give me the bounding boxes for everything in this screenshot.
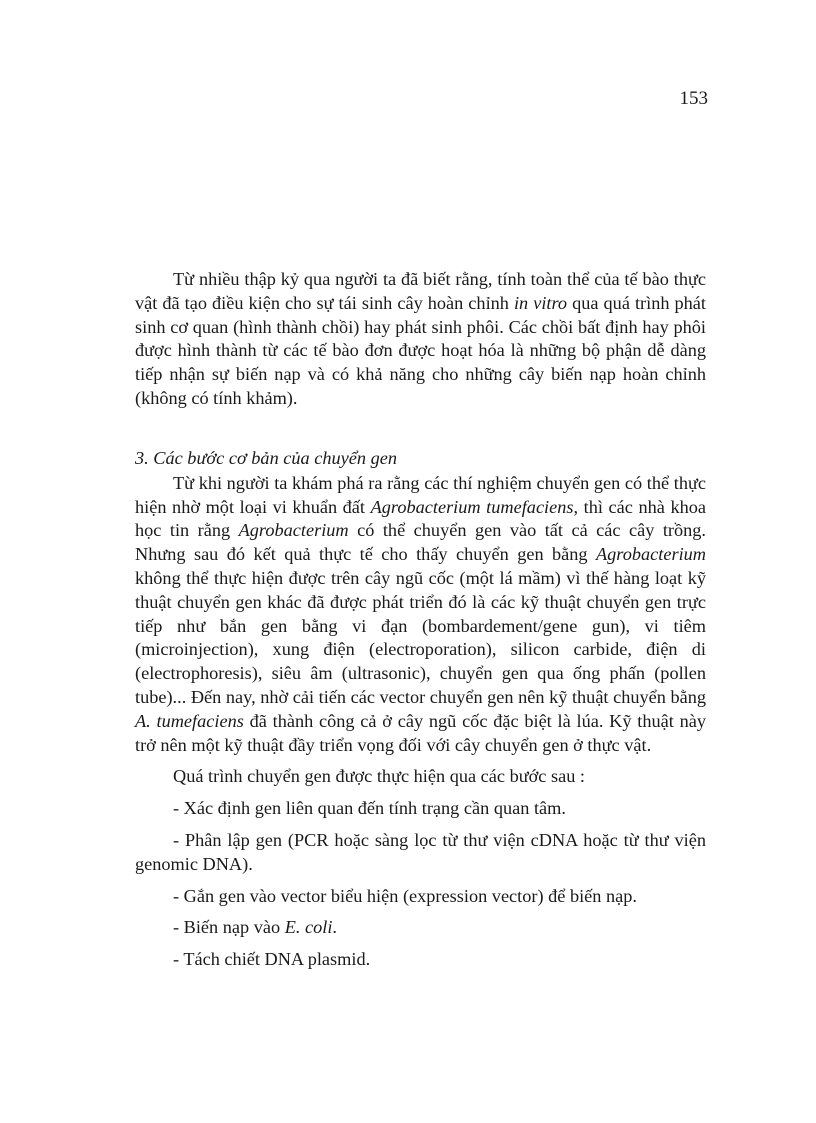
step-item: - Gắn gen vào vector biểu hiện (expression vector) để biến nạp.	[173, 885, 637, 906]
step-item: - Xác định gen liên quan đến tính trạng cần quan tâm.	[173, 798, 566, 819]
step-item: - Phân lập gen (PCR hoặc sàng lọc từ thư viện cDNA hoặc từ thư viện genomic DNA).	[135, 829, 706, 874]
step-item: - Tách chiết DNA plasmid.	[173, 949, 371, 970]
step-item: - Biến nạp vào E. coli.	[173, 917, 337, 938]
section-block	[135, 447, 706, 972]
intro-paragraph: Từ nhiều thập kỷ qua người ta đã biết rằng, tính toàn thể của tế bào thực vật đã tạo điều kiện cho sự tái sinh cây hoàn chỉnh in vitro qua quá trình phát sinh cơ quan (hình thành chồi) hay phát sinh phôi. Các chồi bất định hay phôi được hình thành từ các tế bào đơn được hoạt hóa là những bộ phận dễ dàng tiếp nhận sự biến nạp và có khả năng cho những cây biến nạp hoàn chỉnh (không có tính khảm).	[135, 269, 707, 408]
section-heading: 3. Các bước cơ bản của chuyển gen	[135, 448, 397, 468]
steps-intro: Quá trình chuyển gen được thực hiện qua các bước sau :	[173, 766, 586, 787]
page-number: 153	[679, 88, 708, 109]
intro-block	[135, 268, 706, 411]
section-paragraph: Từ khi người ta khám phá ra rằng các thí nghiệm chuyển gen có thể thực hiện nhờ một loại vi khuẩn đất Agrobacterium tumefaciens, thì các nhà khoa học tin rằng Agrobacterium có thể chuyển gen vào tất cả các cây trồng. Nhưng sau đó kết quả thực tế cho thấy chuyển gen bằng Agrobacterium không thể thực hiện được trên cây ngũ cốc (một lá mầm) vì thế hàng loạt kỹ thuật chuyển gen khác đã được phát triển đó là các kỹ thuật chuyển gen trực tiếp như bắn gen bằng vi đạn (bombardement/gene gun), vi tiêm (microinjection), xung điện (electroporation), silicon carbide, điện di (electrophoresis), siêu âm (ultrasonic), chuyển gen qua ống phấn (pollen tube)... Đến nay, nhờ cải tiến các vector chuyển gen nên kỹ thuật chuyển bằng A. tumefaciens đã thành công cả ở cây ngũ cốc đặc biệt là lúa. Kỹ thuật này trở nên một kỹ thuật đầy triển vọng đối với cây chuyển gen ở thực vật.	[135, 472, 706, 755]
